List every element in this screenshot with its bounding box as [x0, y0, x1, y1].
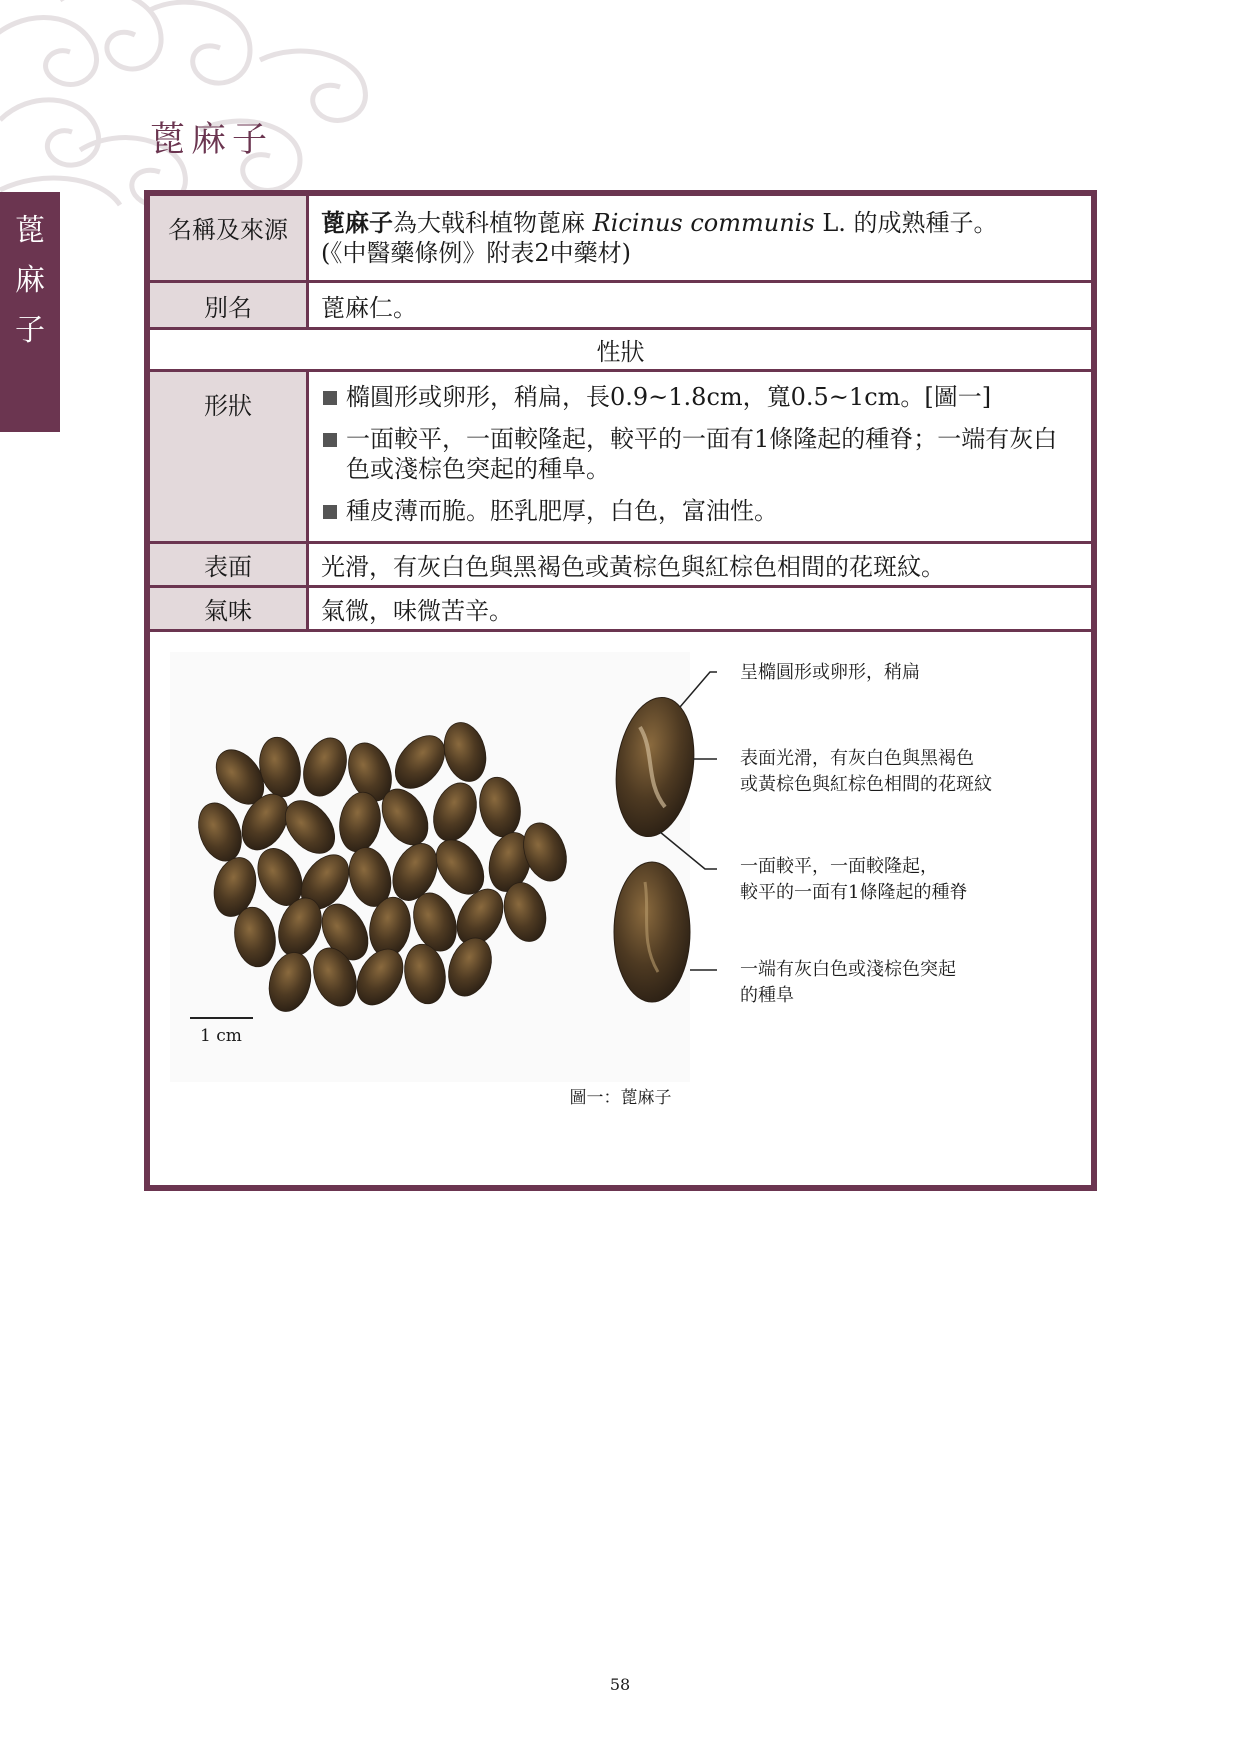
shape-item: 一面較平，一面較隆起，較平的一面有1條隆起的種脊；一端有灰白色或淺棕色突起的種阜。	[321, 424, 1079, 484]
shape-item: 橢圓形或卵形，稍扁，長0.9~1.8cm，寬0.5~1cm。[圖一]	[321, 382, 1079, 412]
source-text-2: L. 的成熟種子。	[814, 209, 998, 237]
value-alias: 蓖麻仁。	[321, 293, 417, 322]
row-shape	[150, 372, 1091, 544]
value-surface: 光滑，有灰白色與黑褐色或黃棕色與紅棕色相間的花斑紋。	[321, 553, 945, 581]
label-surface: 表面	[150, 544, 309, 585]
side-tab-char: 麻	[15, 263, 45, 298]
source-latin: Ricinus communis	[592, 209, 815, 237]
value-source	[309, 196, 1091, 280]
row-surface	[150, 544, 1091, 588]
callout-caruncle: 一端有灰白色或淺棕色突起 的種阜	[740, 959, 956, 1006]
figure-caption: 圖一：蓖麻子	[569, 1088, 672, 1108]
side-tab-char: 蓖	[15, 213, 45, 248]
row-alias	[150, 283, 1091, 330]
bullet-square-icon	[323, 391, 337, 405]
bullet-square-icon	[323, 433, 337, 447]
source-bold: 蓖麻子	[321, 208, 393, 237]
page-title: 蓖麻子	[150, 120, 274, 160]
side-tab-char: 子	[15, 313, 45, 348]
value-shape	[309, 372, 1091, 541]
callout-ridge: 一面較平，一面較隆起， 較平的一面有1條隆起的種脊	[740, 856, 968, 903]
seed-specimen	[614, 862, 690, 1002]
monograph-table	[144, 190, 1097, 1191]
source-text-1: 為大戟科植物蓖麻	[393, 209, 593, 237]
source-note: (《中醫藥條例》附表2中藥材)	[321, 239, 631, 267]
row-section	[150, 330, 1091, 372]
row-source	[150, 196, 1091, 283]
callout-surface: 表面光滑，有灰白色與黑褐色 或黃棕色與紅棕色相間的花斑紋	[740, 748, 992, 795]
label-shape: 形狀	[150, 372, 309, 541]
page-number: 58	[609, 1675, 631, 1694]
bullet-square-icon	[323, 505, 337, 519]
side-tab	[0, 192, 60, 432]
label-source: 名稱及來源	[150, 196, 309, 280]
label-smell: 氣味	[150, 588, 309, 629]
row-smell	[150, 588, 1091, 632]
section-title: 性狀	[596, 338, 645, 366]
figure	[150, 632, 1091, 1185]
cloud-ornament	[0, 0, 420, 220]
label-alias: 別名	[150, 283, 309, 327]
callout-shape: 呈橢圓形或卵形，稍扁	[740, 662, 920, 683]
value-smell: 氣微，味微苦辛。	[321, 597, 513, 625]
shape-item: 種皮薄而脆。胚乳肥厚，白色，富油性。	[321, 496, 1079, 526]
scale-label: 1 cm	[200, 1026, 242, 1046]
